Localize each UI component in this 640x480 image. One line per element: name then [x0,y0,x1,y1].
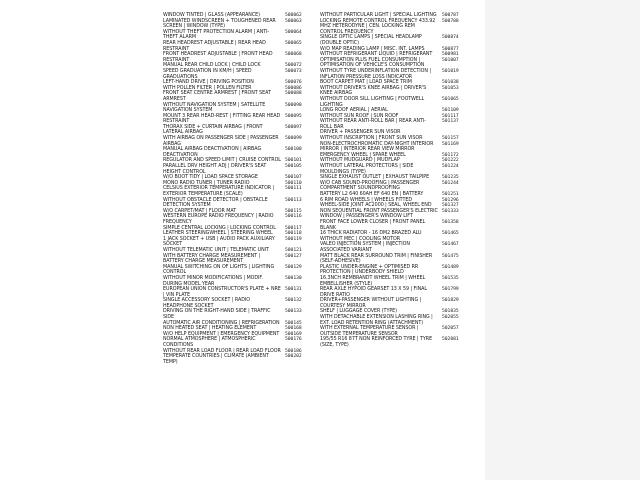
option-code: 500130 [285,275,302,281]
option-description: WITHOUT LATERAL PROTECTORS | SIDE MOULDINGS (TYPE) [320,164,414,175]
option-code: 500874 [442,35,459,41]
table-row [163,52,310,63]
right-column [320,13,467,475]
table-row [163,337,310,348]
option-description: NON-ELECTROCHROMATIC DAY-NIGHT INTERIOR MIRROR | INTERIOR REAR VIEW MIRROR [320,141,434,153]
option-description: MONO RADIO TUNER | TUNER RADIO [163,180,250,186]
table-row [163,91,310,102]
option-description: PARALLEL DRV HEIGHT ADJ | DRIVER'S SEAT HEIGHT CONTROL [163,164,267,175]
option-description: VALEO INJECTION SYSTEM | INJECTION ASSOCIATED VARIANT [320,242,410,253]
option-code: 500121 [285,247,302,253]
option-description: WITH DETACHABLE EXTENSION LASHING RING | EXT. LOAD RETENTION RING (ATTACHMENT) [320,315,433,326]
table-row [163,265,310,276]
option-code: 500088 [285,91,302,97]
option-code: 500090 [285,102,302,108]
option-description: WITHOUT THEFT PROTECTION ALARM | ANTI-THEFT ALARM [163,29,270,41]
table-row [320,337,467,348]
option-code: 501251 [442,192,459,197]
option-description: TEMPERATE COUNTRIES | CLIMATE (AMBIENT TEMP) [163,354,269,365]
option-description: LEATHER STEERINGWHEEL | STEERING WHEEL [163,231,273,237]
table-row [320,242,467,253]
option-code: 500116 [285,214,302,220]
option-description: WITHOUT REFRIGERANT LIQUID | REFRIGERANT [320,52,433,58]
table-row [163,214,310,225]
option-description: WITHOUT DOOR SILL LIGHTING | FOOTWELL LIGHTING [320,96,425,108]
option-description: LAMINATED WINDSCREEN + TOUGHENED REAR SCREEN | WINDOW (TYPE) [163,18,276,30]
table-row [163,103,310,114]
option-code: 501157 [442,136,459,142]
option-description: REGULATOR AND SPEED LIMIT | CRUISE CONTROL [163,158,281,164]
option-description: NON SEQUENTIAL FRONT PASSENGER'S ELECTRIC WINDOW | PASSENGER'S WINDOW LIFT [320,208,438,220]
option-code: 500115 [285,208,302,214]
option-code: 500110 [285,180,302,186]
option-code: 501038 [442,80,459,86]
option-code: 502057 [442,326,459,332]
table-row [163,147,310,158]
option-code: 501333 [442,208,459,214]
table-row [320,119,467,130]
table-row [163,19,310,30]
option-code: 500119 [285,236,302,242]
table-row [163,164,310,175]
option-code: 502081 [442,337,459,343]
option-code: 500117 [285,225,302,231]
option-code: 500095 [285,113,302,119]
option-code: 500127 [285,253,302,259]
option-code: 500105 [285,164,302,170]
option-code: 500113 [285,197,302,203]
table-row [320,315,467,326]
option-code: 501224 [442,164,459,170]
option-code: 501172 [442,152,459,158]
option-code: 500118 [285,231,302,237]
option-code: 500072 [285,63,302,69]
option-description: PLASTIC UNDER-ENGINE + OPTIMISED RR PROTECTION | UNDERBODY SHIELD [320,264,419,276]
option-code: 500129 [285,264,302,270]
option-description: NON HEATED SEAT | HEATING ELEMENT [163,326,257,332]
table-row [320,164,467,175]
option-code: 500133 [285,309,302,315]
option-description: WITH AIRBAG ON PASSENGER SIDE | PASSENGER AIRBAG [163,136,279,147]
option-description: NORMAL ATMOSPHERE | ATMOSPHERIC CONDITIONS [163,337,256,349]
option-description: W/O CARPET/MAT | FLOOR MAT [163,208,237,214]
option-description: WITHOUT NAVIGATION SYSTEM | SATELLITE NAVIGATION SYSTEM [163,102,266,114]
option-description: WITHOUT TELEMATIC UNIT | TELEMATIC UNIT [163,247,269,253]
option-code: 500097 [285,124,302,130]
table-row [320,35,467,46]
option-description: BATTERY L2 640 60AH EF 640 EN | BATTERY [320,192,424,197]
option-code: 501296 [442,197,459,203]
option-description: SIMPLE CENTRAL LOCKING | LOCKING CONTROL [163,225,276,231]
option-description: WITHOUT SUN ROOF | SUN ROOF [320,113,399,119]
option-code: 500073 [285,68,302,74]
option-description: REAR HEADREST ADJUSTABLE | REAR HEAD RESTRAINT [163,40,266,52]
table-row [320,19,467,36]
option-description: WITHOUT REAR ANTI-ROLL BAR | REAR ANTI-ROLL BAR [320,119,426,130]
option-description: 16 THICK RADIATOR - 16 DM2 BRAZED ALU WITHOUT MEC | COOLING MOTOR [320,231,422,242]
table-row [163,287,310,298]
table-row [163,237,310,248]
table-row [163,254,310,265]
option-description: MANUAL REAR CHILD LOCK | CHILD LOCK [163,63,261,69]
table-row [320,265,467,276]
option-description: SHELF | LUGGAGE COVER (TYPE) [320,309,397,315]
table-row [320,231,467,242]
option-code: 500132 [285,298,302,304]
option-code: 500068 [285,52,302,58]
option-code: 501137 [442,119,459,125]
option-code: 500100 [285,147,302,153]
option-code: 501169 [442,141,459,147]
table-row [320,209,467,220]
option-code: 501019 [442,68,459,74]
option-description: W/O CAB SOUND-PROOFING | PASSENGER COMPARTMENT SOUNDPROOFING [320,180,420,192]
option-code: 501327 [442,203,459,209]
table-row [163,276,310,287]
option-code: 500065 [285,40,302,46]
option-code: 501475 [442,253,459,259]
option-description: SINGLE ACCESSORY SOCKET | RADIO HEADPHONE SOCKET [163,298,250,309]
option-code: 500877 [442,46,459,52]
option-description: CELSIUS EXTERIOR TEMPERATURE INDICATOR | EXTERIOR TEMPERATURE (SCALE) [163,186,275,197]
option-description: 1 JACK SOCKET + USB | AUDIO PACK AUXILIARY SOCKET [163,236,275,248]
table-row [320,254,467,265]
option-description: WITH BATTERY CHARGE MEASUREMENT | BATTERY CHARGE MEASUREMENT [163,253,261,265]
option-code: 501007 [442,57,459,63]
option-description: OPTIMISATION PLUS FUEL CONSUMPTION | OPTIMISATION OF VEHICLE'S CONSUMPTION [320,57,425,69]
option-description: WITHOUT DRIVER'S KNEE AIRBAG | DRIVER'S KNEE AIRBAG [320,85,427,97]
option-code: 501117 [442,113,459,119]
option-code-sheet [163,13,467,475]
option-code: 500186 [285,348,302,354]
option-description: BOOT CARPET MAT | LOAD SPACE TRIM [320,80,412,86]
option-code: 501235 [442,175,459,181]
option-description: W/O BOOT TIDY | LOAD SPACE STORAGE [163,175,258,181]
option-description: DRIVING ON THE RIGHT-HAND SIDE | TRAFFIC SIDE [163,309,271,321]
option-description: MANUAL AIRBAG DEACTIVATION | AIRBAG DEACTIVATION [163,147,262,158]
option-description: WITHOUT REAR LOAD FLOOR | REAR LOAD FLOOR [163,348,281,354]
option-code: 501465 [442,231,459,237]
table-row [163,354,310,365]
option-code: 500062 [285,13,302,18]
table-row [163,69,310,80]
option-code: 500202 [285,354,302,360]
option-code: 501358 [442,219,459,225]
option-code: 500101 [285,158,302,164]
option-description: WINDOW TINTED | GLASS (APPEARANCE) [163,13,260,18]
option-description: WITHOUT OBSTACLE DETECTOR | OBSTACLE DETECTION SYSTEM [163,197,268,209]
option-code: 500111 [285,186,302,192]
option-description: SINGLE OPTIC LAMPS | SPECIAL HEADLAMP (DOUBLE OPTIC) [320,35,422,46]
option-description: DRIVER + PASSENGER SUN VISOR [320,130,401,136]
option-code: 501053 [442,85,459,91]
option-code: 501467 [442,242,459,248]
table-row [163,30,310,41]
option-code: 502055 [442,315,459,321]
table-row [163,298,310,309]
table-row [320,86,467,97]
option-description: WHEEL-SIDE JOINT AC2000 | SEAL, WHEEL END [320,203,432,209]
table-row [320,220,467,231]
option-code: 501535 [442,275,459,281]
table-row [320,181,467,192]
table-row [320,287,467,298]
table-row [320,69,467,80]
option-description: MOUNT 3 REAR HEAD-REST | FITTING REAR HEAD RESTRAINT [163,113,281,125]
option-description: FRONT HEADREST ADJUSTABLE | FRONT HEAD RESTRAINT [163,52,273,63]
option-description: WITHOUT TYRE UNDERINFLATION DETECTION | INFLATION PRESSURE LOSS INDICATOR [320,68,431,80]
option-description: FRONT SEAT CENTRE ARMREST | FRONT SEAT ARMREST [163,91,271,102]
option-description: EUROPEAN UNION CONSTRUCTOR'S PLATE + NRE | VIN PLATE [163,287,281,298]
option-code: 501065 [442,96,459,102]
option-code: 500076 [285,80,302,86]
option-code: 500145 [285,320,302,326]
option-code: 501799 [442,287,459,293]
option-code: 501835 [442,309,459,315]
option-code: 501489 [442,264,459,270]
table-row [163,309,310,320]
table-row [163,136,310,147]
option-description: W/O MAP READING LAMP | MISC. INT. LAMPS [320,46,425,52]
option-code: 500168 [285,326,302,332]
option-code: 501244 [442,180,459,186]
option-description: WITHOUT MINOR MODIFICATIONS | MODIF. DURING MODEL YEAR [163,275,263,287]
option-code: 500063 [285,18,302,24]
option-description: EMERGENCY WHEEL | SPARE WHEEL [320,152,406,158]
option-description: 195/55 R16 87T NON REINFORCED TYRE | TYRE (SIZE, TYPE) [320,337,433,349]
table-row [163,41,310,52]
page-background-right [485,0,640,480]
table-row [163,186,310,197]
option-description: DRIVER+PASSENGER WITHOUT LIGHTING | COURTESY MIRROR [320,298,422,309]
table-row [163,198,310,209]
option-code: 500176 [285,337,302,343]
option-description: WITH EXTERNAL TEMPERATURE SENSOR | OUTSIDE TEMPERATURE SENSOR [320,326,419,337]
option-description: REAR AXLE HYPOID GEARSET 13 X 59 | FINAL DRIVE RATIO [320,287,427,298]
table-row [320,326,467,337]
option-description: WITHOUT MUDGUARD | MUDFLAP [320,158,400,164]
option-description: AUTOMATIC AIR CONDITIONING | REFRIGERATION [163,320,280,326]
option-code: 500086 [285,85,302,91]
option-code: 500131 [285,287,302,293]
option-code: 501109 [442,108,459,114]
option-description: WITH POLLEN FILTER | POLLEN FILTER [163,85,252,91]
option-description: LOCKING REMOTE CONTROL FREQUENCY 433.92 MHZ HETERODYNE | CEN. LOCKING REM CONTROL FREQUENCY [320,18,436,35]
option-code: 500981 [442,52,459,58]
option-description: WITHOUT PARTICULAR LIGHT | SPECIAL LIGHTING [320,13,437,18]
table-row [320,142,467,153]
option-description: SPEED GRADUATION IN KM/H | SPEED GRADUATIONS [163,68,252,80]
left-column [163,13,310,475]
option-description: LEFT-HAND DRIVE | DRIVING POSITION [163,80,254,86]
table-row [320,298,467,309]
option-description: FRONT FACE LOWER CLOSER | FRONT PANEL BLANK [320,219,426,231]
option-description: MATT BLACK REAR SURROUND TRIM | FINISHER (SELF-ADHESIVE) [320,253,433,265]
table-row [163,114,310,125]
option-description: 16.3NCH REMBRANDT WHEEL TRIM | WHEEL EMBELLISHER (STYLE) [320,275,426,287]
option-description: WITHOUT INSCRIPTION | FRONT SUN VISOR [320,136,423,142]
option-code: 500169 [285,331,302,337]
option-code: 500099 [285,136,302,142]
option-code: 500107 [285,175,302,181]
option-code: 500064 [285,29,302,35]
table-row [320,97,467,108]
option-code: 500787 [442,13,459,18]
option-description: THORAX SIDE + CURTAIN AIRBAG | FRONT LATERAL AIRBAG [163,124,263,136]
option-description: W/O HELP EQUIPMENT | EMERGENCY EQUIPMENT [163,331,280,337]
option-code: 501829 [442,298,459,304]
option-code: 500788 [442,18,459,24]
option-description: LONG ROOF AERIAL | AERIAL [320,108,388,114]
table-row [320,276,467,287]
option-code: 501222 [442,158,459,164]
table-row [320,58,467,69]
option-description: 6 RIM ROAD WHEELS | WHEELS FITTED [320,197,412,203]
option-description: WESTERN EUROPE RADIO FREQUENCY | RADIO FREQUENCY [163,214,274,225]
option-description: MANUAL SWITCHING ON OF LIGHTS | LIGHTING CONTROL [163,264,275,276]
option-description: SINGLE EXHAUST OUTLET | EXHAUST TAILPIPE [320,175,430,181]
table-row [163,125,310,136]
